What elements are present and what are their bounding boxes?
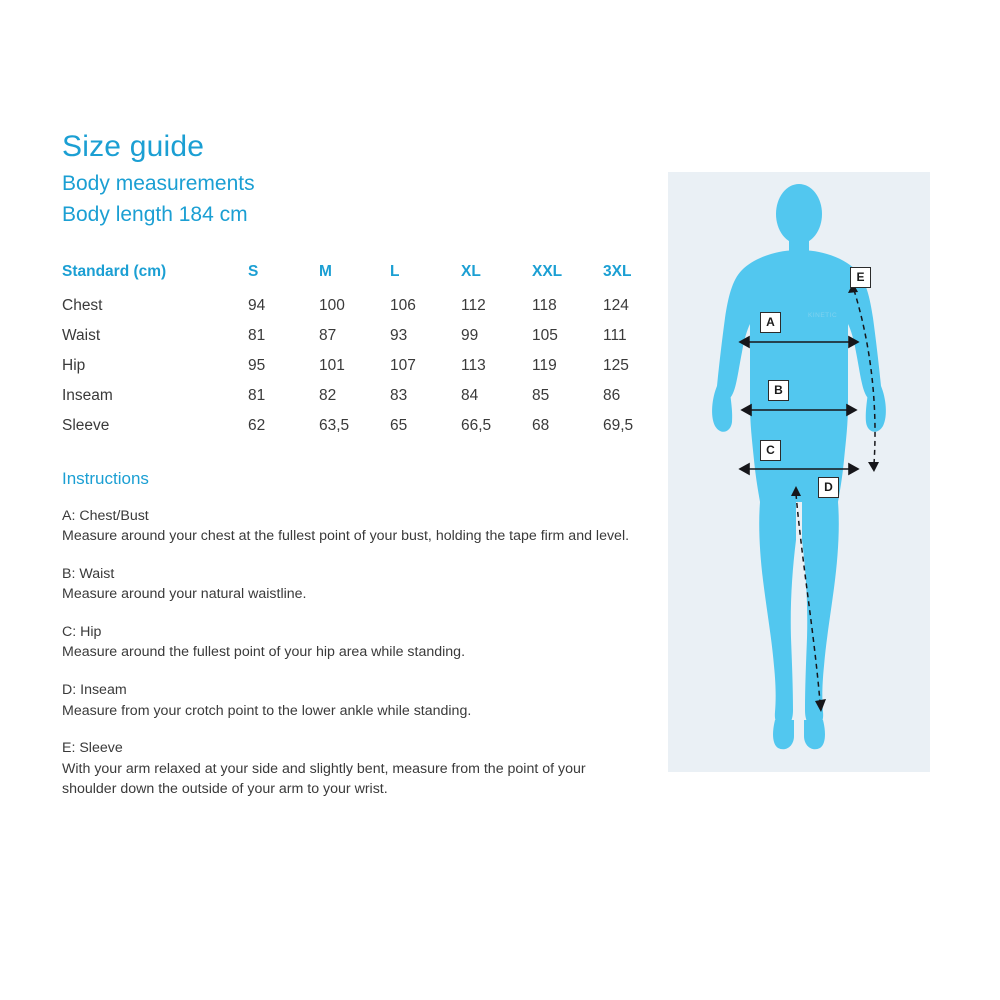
- cell-sleeve-l: 65: [390, 416, 408, 434]
- cell-hip-s: 95: [248, 356, 266, 374]
- cell-inseam-m: 82: [319, 386, 337, 404]
- table-row: [62, 291, 674, 321]
- row-label-sleeve: Sleeve: [62, 416, 110, 434]
- table-row: [62, 411, 674, 441]
- instruction-title-hip: C: Hip: [62, 623, 102, 640]
- cell-inseam-s: 81: [248, 386, 266, 404]
- marker-e: E: [850, 267, 871, 288]
- table-header-row: [62, 257, 674, 291]
- instruction-title-inseam: D: Inseam: [62, 682, 127, 699]
- cell-sleeve-xl: 66,5: [461, 416, 492, 434]
- table-header-m: M: [319, 262, 332, 280]
- cell-chest-l: 106: [390, 296, 416, 314]
- cell-inseam-3xl: 86: [603, 386, 621, 404]
- instruction-body-chest: Measure around your chest at the fullest point of your bust, holding the tape firm and level.: [62, 528, 630, 545]
- subtitle-body-measurements: Body measurements: [62, 171, 255, 195]
- measurement-figure-panel: [668, 172, 930, 772]
- instruction-body-hip: Measure around the fullest point of your hip area while standing.: [62, 644, 466, 661]
- cell-inseam-l: 83: [390, 386, 408, 404]
- body-figure-diagram: [668, 172, 930, 772]
- cell-hip-xl: 113: [461, 356, 486, 374]
- cell-hip-l: 107: [390, 356, 416, 374]
- cell-hip-3xl: 125: [603, 356, 629, 374]
- table-header-3xl: 3XL: [603, 262, 632, 280]
- table-row: [62, 321, 674, 351]
- table-header-l: L: [390, 262, 400, 280]
- page-title: Size guide: [62, 130, 205, 163]
- cell-hip-m: 101: [319, 356, 345, 374]
- size-table: [62, 257, 674, 441]
- cell-inseam-xl: 84: [461, 386, 479, 404]
- marker-a: A: [760, 312, 781, 333]
- marker-b: B: [768, 380, 789, 401]
- row-label-inseam: Inseam: [62, 386, 113, 404]
- instruction-body-inseam: Measure from your crotch point to the lower ankle while standing.: [62, 702, 472, 719]
- table-row: [62, 381, 674, 411]
- instructions-heading: Instructions: [62, 468, 149, 488]
- left-content-column: [62, 128, 642, 800]
- cell-chest-xxl: 118: [532, 296, 557, 314]
- instruction-item-hip: [62, 622, 642, 663]
- cell-sleeve-s: 62: [248, 416, 266, 434]
- table-row: [62, 351, 674, 381]
- instruction-body-sleeve: With your arm relaxed at your side and slightly bent, measure from the point of your shoulder down the outside of your arm to your wrist.: [62, 760, 586, 798]
- marker-d: D: [818, 477, 839, 498]
- cell-waist-3xl: 111: [603, 326, 627, 344]
- cell-waist-xl: 99: [461, 326, 479, 344]
- cell-sleeve-m: 63,5: [319, 416, 350, 434]
- cell-waist-s: 81: [248, 326, 266, 344]
- row-label-waist: Waist: [62, 326, 101, 344]
- instruction-item-inseam: [62, 680, 642, 721]
- cell-chest-s: 94: [248, 296, 266, 314]
- cell-waist-m: 87: [319, 326, 337, 344]
- instruction-item-chest: [62, 506, 642, 547]
- cell-waist-xxl: 105: [532, 326, 558, 344]
- row-label-hip: Hip: [62, 356, 86, 374]
- instruction-title-waist: B: Waist: [62, 565, 115, 582]
- cell-hip-xxl: 119: [532, 356, 557, 374]
- table-header-s: S: [248, 262, 259, 280]
- cell-chest-m: 100: [319, 296, 345, 314]
- instruction-item-sleeve: [62, 738, 642, 800]
- kinetic-brand-mark: KINETIC: [808, 312, 838, 319]
- cell-sleeve-3xl: 69,5: [603, 416, 634, 434]
- instruction-body-waist: Measure around your natural waistline.: [62, 586, 307, 603]
- table-header-standard: Standard (cm): [62, 262, 167, 280]
- marker-c: C: [760, 440, 781, 461]
- instruction-item-waist: [62, 564, 642, 605]
- row-label-chest: Chest: [62, 296, 103, 314]
- subtitle-body-length: Body length 184 cm: [62, 203, 248, 226]
- table-header-xxl: XXL: [532, 262, 563, 280]
- cell-waist-l: 93: [390, 326, 408, 344]
- instruction-title-sleeve: E: Sleeve: [62, 740, 123, 757]
- cell-sleeve-xxl: 68: [532, 416, 550, 434]
- instruction-title-chest: A: Chest/Bust: [62, 507, 149, 524]
- cell-chest-3xl: 124: [603, 296, 629, 314]
- table-header-xl: XL: [461, 262, 481, 280]
- cell-inseam-xxl: 85: [532, 386, 550, 404]
- cell-chest-xl: 112: [461, 296, 486, 314]
